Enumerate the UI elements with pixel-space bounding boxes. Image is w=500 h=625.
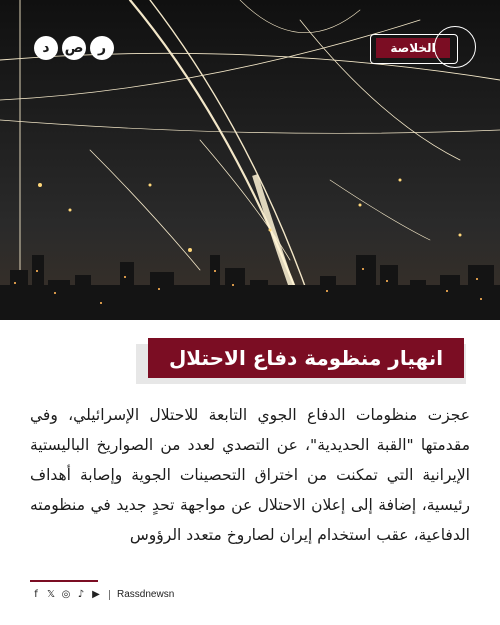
logo-letter: د [34,36,58,60]
footer-separator [109,590,110,600]
x-icon[interactable]: 𝕏 [46,589,56,600]
headline: انهيار منظومة دفاع الاحتلال [168,346,444,370]
tiktok-icon[interactable]: ♪ [77,589,85,600]
footer-divider [30,580,98,582]
brand-logo [34,36,114,62]
headline-banner [0,338,500,378]
logo-letter: ص [62,36,86,60]
badge-circle-icon [434,26,476,68]
badge-label: الخلاصة [376,38,450,58]
summary-badge [362,24,482,74]
social-handle[interactable]: Rassdnewsn [117,589,175,600]
social-footer [30,589,174,600]
instagram-icon[interactable]: ◎ [61,589,71,600]
youtube-icon[interactable]: ▶ [92,589,100,600]
article-body: عجزت منظومات الدفاع الجوي التابعة للاحتلال الإسرائيلي، وفي مقدمتها "القبة الحديدية"، عن التصدي لعدد من الصواريخ الباليستية الإيرانية التي تمكنت من اختراق التحصينات الجوية وإصابة أهداف رئيسية، إضافة إلى إعلان الاحتلال عن مواجهة تحدٍ جديد في منظومته الدفاعية، عقب استخدام إيران لصاروخ متعدد الرؤوس [30,406,470,544]
facebook-icon[interactable]: f [34,589,38,600]
logo-letter: ر [90,36,114,60]
